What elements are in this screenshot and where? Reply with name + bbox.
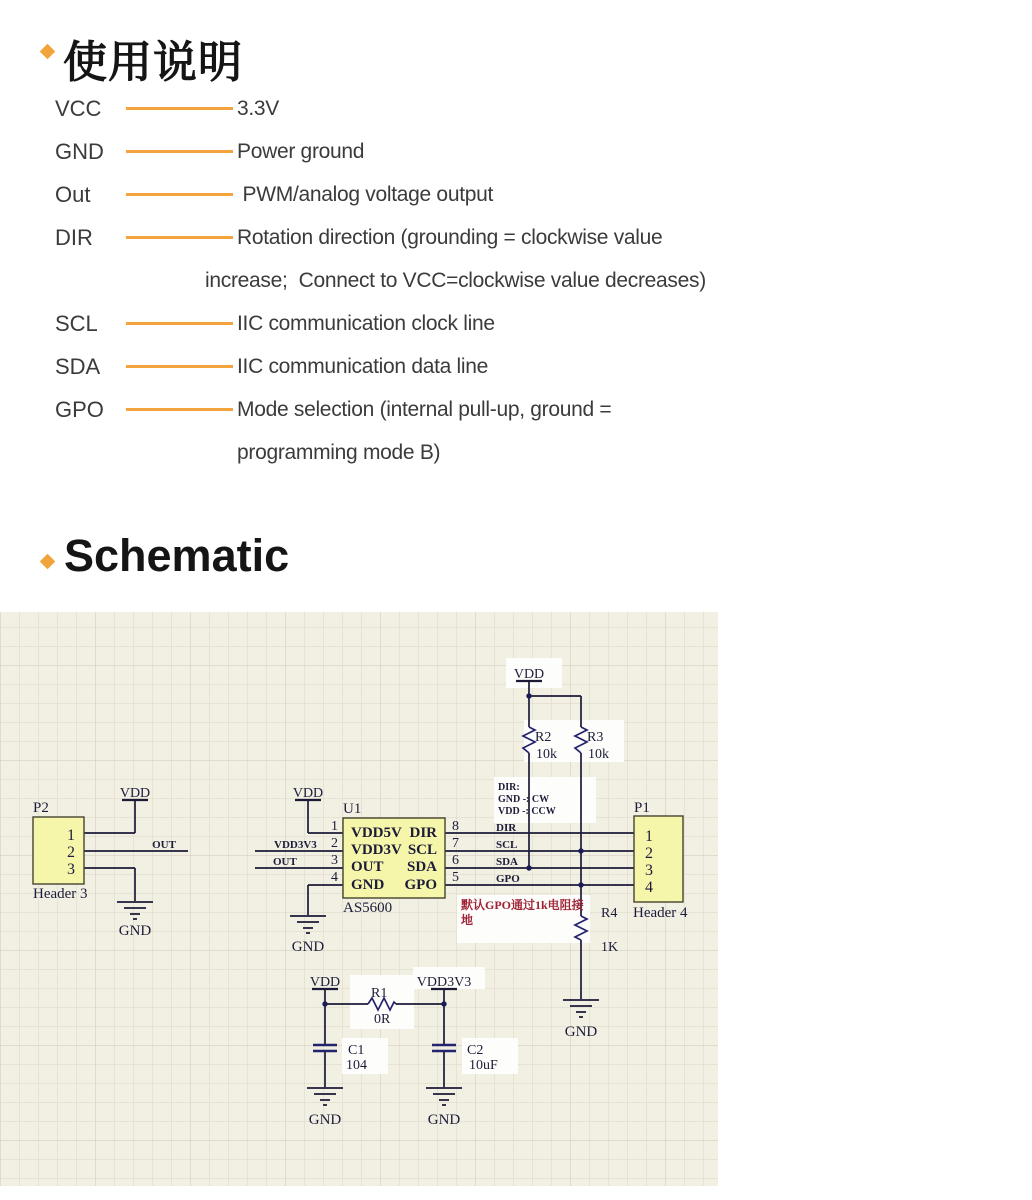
p2-header-box: [33, 817, 84, 884]
refdes-c2: C2: [467, 1043, 484, 1058]
power-label-vdd3v3: VDD3V3: [416, 975, 472, 990]
power-label-gnd: GND: [308, 1112, 342, 1128]
pin-desc: Mode selection (internal pull-up, ground =: [237, 398, 612, 421]
u1-pin-number: 6: [452, 853, 459, 868]
p1-pin-2: 2: [645, 845, 653, 862]
p1-pin-1: 1: [645, 828, 653, 845]
u1-pin-number: 4: [331, 870, 338, 885]
pin-row-out: [0, 180, 1032, 210]
grid-background: [0, 612, 718, 1186]
connector-line: [126, 193, 233, 196]
power-label-gnd: GND: [118, 923, 152, 939]
p2-pin-3: 3: [67, 861, 75, 878]
schematic-title: Schematic: [64, 530, 290, 581]
u1-pin-label: GPO: [404, 877, 437, 893]
dir-note-line2: GND -: CW: [498, 794, 550, 805]
power-label-gnd: GND: [291, 939, 325, 955]
u1-pin-label: OUT: [351, 859, 384, 875]
pin-desc: 3.3V: [237, 97, 279, 120]
refdes-r4: R4: [601, 906, 618, 921]
p1-part-name: Header 4: [633, 905, 688, 921]
r2-value: 10k: [536, 747, 557, 762]
r1-value: 0R: [374, 1012, 391, 1027]
gpo-note-line2: 地: [461, 913, 474, 927]
pin-row-dir-cont: [0, 266, 1032, 296]
pin-desc: Rotation direction (grounding = clockwise value: [237, 226, 663, 249]
p1-pin-3: 3: [645, 862, 653, 879]
u1-pin-label: SCL: [407, 842, 437, 858]
connector-line: [126, 236, 233, 239]
pin-desc: IIC communication data line: [237, 355, 489, 378]
pin-name: VCC: [55, 96, 102, 121]
r3-value: 10k: [588, 747, 609, 762]
usage-title: 使用说明: [63, 38, 243, 87]
u1-part-name: AS5600: [343, 900, 393, 916]
refdes-u1: U1: [343, 801, 362, 817]
u1-pin-label: SDA: [406, 859, 437, 875]
connector-line: [126, 322, 233, 325]
net-label-vdd3v3: VDD3V3: [274, 839, 317, 851]
refdes-r2: R2: [535, 730, 552, 745]
connector-line: [126, 150, 233, 153]
refdes-r1: R1: [371, 986, 388, 1001]
pin-name: GND: [55, 139, 104, 164]
gpo-note-line1: 默认GPO通过1k电阻接: [461, 898, 584, 912]
pin-name: DIR: [55, 225, 93, 250]
refdes-p1: P1: [634, 800, 650, 816]
pin-name: GPO: [55, 397, 104, 422]
pin-desc: PWM/analog voltage output: [237, 183, 494, 206]
pin-name: SDA: [55, 354, 101, 379]
refdes-p2: P2: [33, 800, 49, 816]
net-label-out: OUT: [273, 856, 297, 868]
p2-pin-1: 1: [67, 827, 75, 844]
power-label-vdd: VDD: [513, 667, 545, 682]
u1-pin-label: VDD5V: [351, 825, 402, 841]
net-label-scl: SCL: [496, 839, 518, 851]
p1-pin-4: 4: [645, 879, 653, 896]
u1-pin-label: VDD3V: [351, 842, 402, 858]
pin-desc-continuation: increase; Connect to VCC=clockwise value decreases): [205, 269, 706, 292]
dir-note-line3: VDD -: CCW: [498, 806, 556, 817]
power-label-vdd: VDD: [119, 786, 151, 801]
c2-value: 10uF: [469, 1058, 498, 1073]
c1-value: 104: [346, 1058, 367, 1073]
circuit-schematic: [0, 612, 718, 1186]
power-label-gnd: GND: [564, 1024, 598, 1040]
pin-row-gpo-cont: [0, 438, 1032, 468]
connector-line: [126, 365, 233, 368]
connector-line: [126, 408, 233, 411]
net-label-out: OUT: [152, 839, 176, 851]
bullet-icon: [40, 554, 56, 570]
p2-part-name: Header 3: [33, 886, 88, 902]
power-label-vdd: VDD: [292, 786, 324, 801]
pin-row-dir: [0, 223, 1032, 253]
refdes-r3: R3: [587, 730, 604, 745]
u1-pin-number: 7: [452, 836, 459, 851]
u1-pin-label: GND: [351, 877, 385, 893]
bullet-icon: [40, 44, 56, 60]
pin-row-vcc: [0, 94, 1032, 124]
dir-note-line1: DIR:: [498, 782, 520, 793]
u1-pin-number: 5: [452, 870, 459, 885]
refdes-c1: C1: [348, 1043, 365, 1058]
pin-row-scl: [0, 309, 1032, 339]
u1-pin-number: 3: [331, 853, 338, 868]
u1-pin-number: 8: [452, 819, 459, 834]
net-label-gpo: GPO: [496, 873, 520, 885]
u1-pin-label: DIR: [409, 825, 437, 841]
r4-value: 1K: [601, 940, 619, 955]
power-label-vdd: VDD: [309, 975, 341, 990]
u1-pin-number: 1: [331, 819, 338, 834]
pin-desc: Power ground: [237, 140, 365, 163]
pin-desc-continuation: programming mode B): [237, 441, 441, 464]
connector-line: [126, 107, 233, 110]
net-label-dir: DIR: [496, 822, 517, 834]
pin-row-gnd: [0, 137, 1032, 167]
p1-header-box: [634, 816, 683, 902]
pin-desc: IIC communication clock line: [237, 312, 495, 335]
net-label-sda: SDA: [496, 856, 519, 868]
pin-row-sda: [0, 352, 1032, 382]
pin-name: Out: [55, 182, 91, 207]
power-label-gnd: GND: [427, 1112, 461, 1128]
pin-name: SCL: [55, 311, 98, 336]
p2-pin-2: 2: [67, 844, 75, 861]
u1-pin-number: 2: [331, 836, 338, 851]
pin-row-gpo: [0, 395, 1032, 425]
